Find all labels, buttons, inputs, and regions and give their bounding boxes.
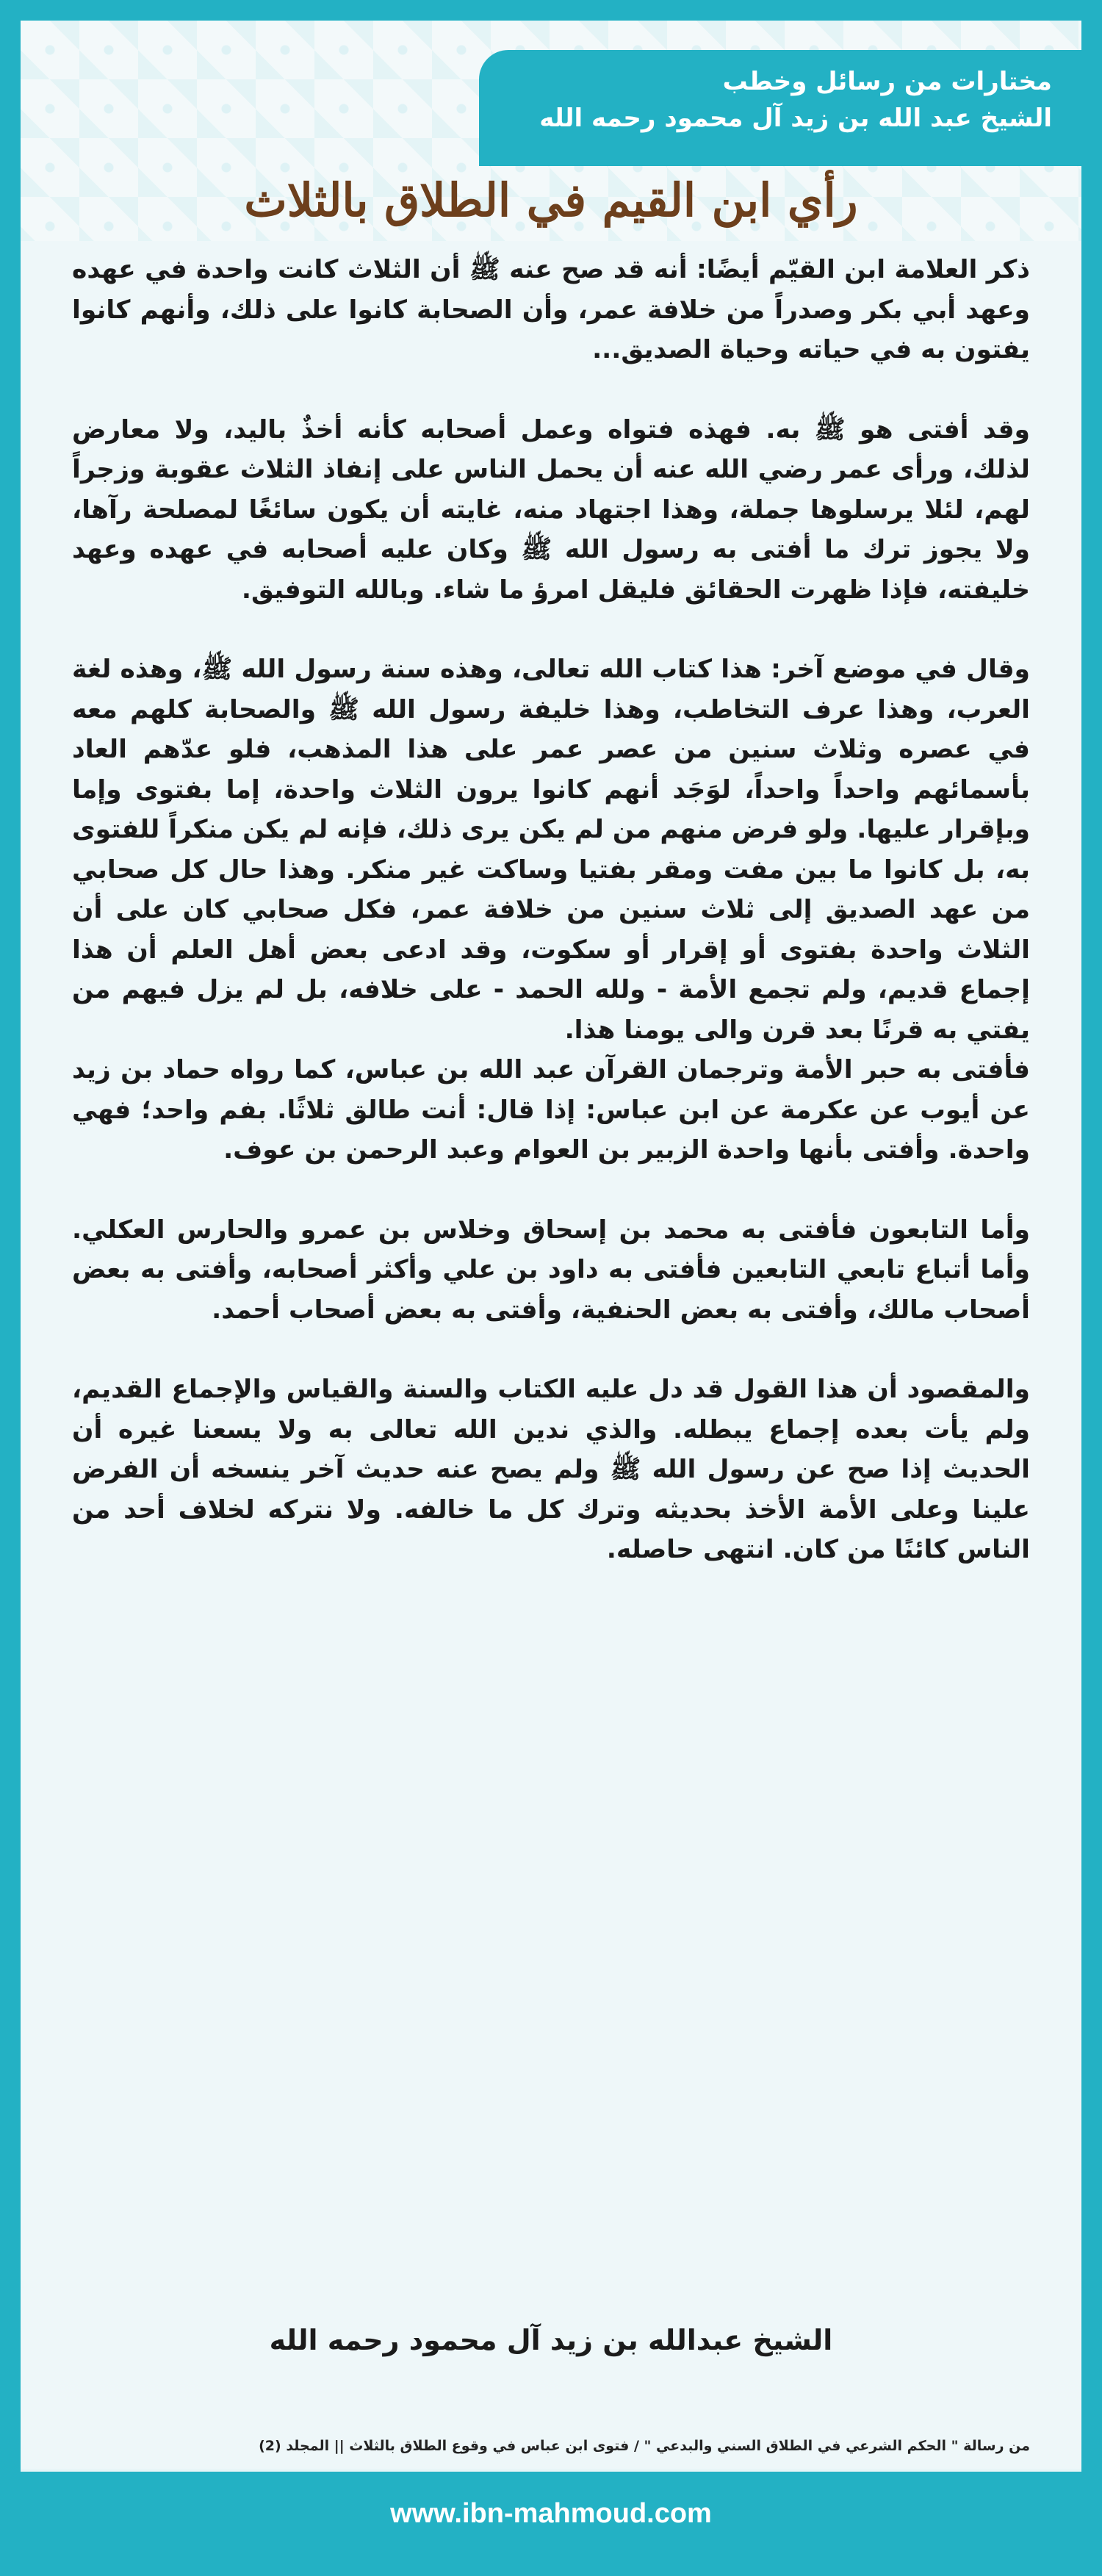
author-name: الشيخ عبد الله بن زيد آل محمود رحمه الله bbox=[539, 104, 1052, 133]
paragraph-2: وقد أفتى هو ﷺ به. فهذه فتواه وعمل أصحابه كأنه أخذٌ باليد، ولا معارض لذلك، ورأى عمر رضي الله عنه أن يحمل الناس على إنفاذ الثلاث عقوبة وزجراً لهم، لئلا يرسلوها جملة، وهذا اجتهاد منه، غايته أن يكون سائغًا لمصلحة رآها، ولا يجوز ترك ما أفتى به رسول الله ﷺ وكان عليه أصحابه في عهده وعهد خليفته، فإذا ظهرت الحقائق فليقل امرؤ ما شاء. وبالله التوفيق. bbox=[72, 414, 1030, 605]
series-title: مختارات من رسائل وخطب bbox=[722, 67, 1052, 96]
content-card bbox=[21, 21, 1081, 2469]
paragraph-6: والمقصود أن هذا القول قد دل عليه الكتاب والسنة والقياس والإجماع القديم، ولم يأت بعده إجماع يبطله. والذي ندين الله تعالى به ولا يسعنا غيره أن الحديث إذا صح عن رسول الله ﷺ ولم يصح عنه حديث آخر ينسخه أن الفرض علينا وعلى الأمة الأخذ بحديثه وترك كل ما خالفه. ولا نتركه لخلاف أحد من الناس كائنًا من كان. انتهى حاصله. bbox=[72, 1375, 1030, 1564]
paragraph-4: فأفتى به حبر الأمة وترجمان القرآن عبد الله بن عباس، كما رواه حماد بن زيد عن أيوب عن عكرمة عن ابن عباس: إذا قال: أنت طالق ثلاثًا. بفم واحد؛ فهي واحدة. وأفتى بأنها واحدة الزبير بن العوام وعبد الرحمن بن عوف. bbox=[72, 1055, 1030, 1165]
header-tag bbox=[479, 50, 1081, 166]
paragraph-5: وأما التابعون فأفتى به محمد بن إسحاق وخلاس بن عمرو والحارس العكلي. وأما أتباع تابعي التابعين فأفتى به داود بن علي وأكثر أصحابه، وأفتى به بعض أصحاب مالك، وأفتى به بعض الحنفية، وأفتى به بعض أصحاب أحمد. bbox=[72, 1215, 1030, 1325]
website-link[interactable]: www.ibn-mahmoud.com bbox=[390, 2498, 712, 2529]
source-citation: من رسالة " الحكم الشرعي في الطلاق السني والبدعي " / فتوى ابن عباس في وقوع الطلاق بالثلاث || المجلد (2) bbox=[259, 2438, 1030, 2454]
paragraph-1: ذكر العلامة ابن القيّم أيضًا: أنه قد صح عنه ﷺ أن الثلاث كانت واحدة في عهده وعهد أبي بكر وصدراً من خلافة عمر، وأن الصحابة كانوا على ذلك، وأنهم كانوا يفتون به في حياته وحياة الصديق... bbox=[72, 255, 1030, 364]
signature: الشيخ عبدالله بن زيد آل محمود رحمه الله bbox=[269, 2324, 833, 2356]
footer-divider bbox=[21, 2469, 1081, 2472]
paragraph-3: وقال في موضع آخر: هذا كتاب الله تعالى، وهذه سنة رسول الله ﷺ، وهذه لغة العرب، وهذا عرف التخاطب، وهذا خليفة رسول الله ﷺ والصحابة كلهم معه في عصره وثلاث سنين من عصر عمر على هذا المذهب، فلو عدّهم العاد بأسمائهم واحداً واحداً، لوَجَد أنهم كانوا يرون الثلاث واحدة، إما بفتوى وإما وبإقرار عليها. ولو فرض منهم من لم يكن يرى ذلك، فإنه لم يكن منكراً للفتوى به، بل كانوا ما بين مفت ومقر بفتيا وساكت غير منكر. وهذا حال كل صحابي من عهد الصديق إلى ثلاث سنين من خلافة عمر، فكل صحابي كان على أن الثلاث واحدة بفتوى أو إقرار أو سكوت، وقد ادعى بعض أهل العلم أن هذا إجماع قديم، ولم تجمع الأمة - ولله الحمد - على خلافه، بل لم يزل فيهم من يفتي به قرنًا بعد قرن والى يومنا هذا. bbox=[72, 655, 1030, 1045]
article-body bbox=[72, 250, 1030, 1610]
article-title: رأي ابن القيم في الطلاق بالثلاث bbox=[244, 173, 858, 227]
